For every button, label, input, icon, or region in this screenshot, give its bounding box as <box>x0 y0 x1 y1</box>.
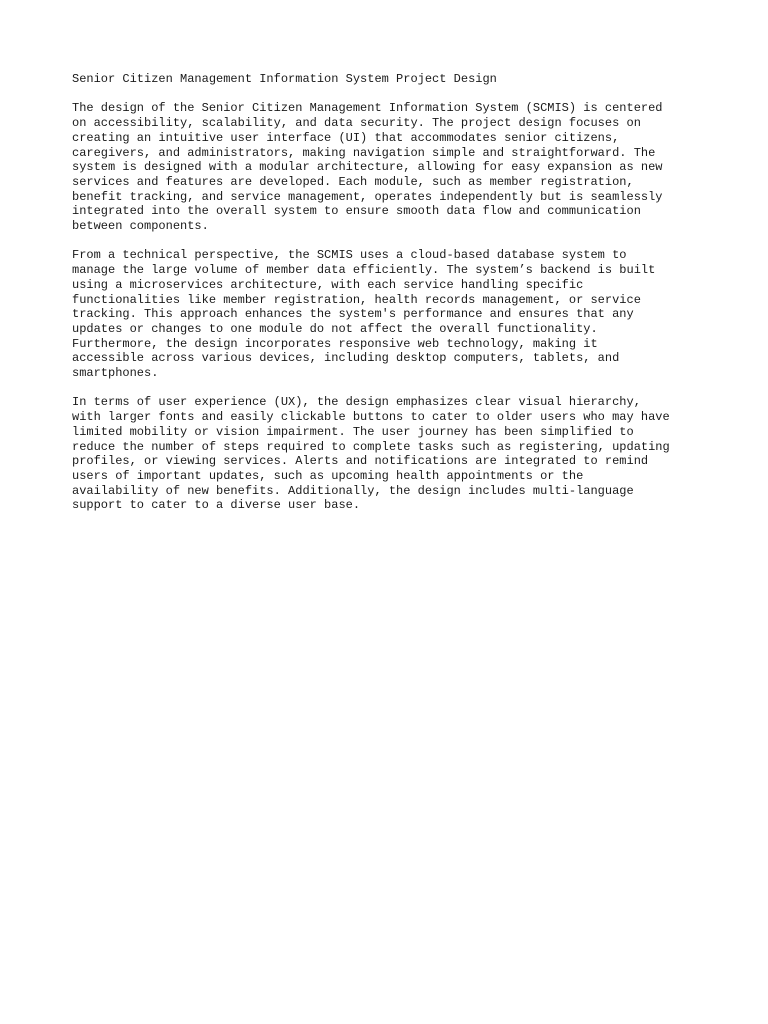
paragraph-line: using a microservices architecture, with each service handling specific <box>72 277 584 292</box>
paragraph-line: manage the large volume of member data efficiently. The system’s backend is built <box>72 263 656 278</box>
paragraph-line: creating an intuitive user interface (UI) that accommodates senior citizens, <box>72 130 620 145</box>
paragraph-line: services and features are developed. Each module, such as member registration, <box>72 174 634 189</box>
paragraph-line: profiles, or viewing services. Alerts and notifications are integrated to remind <box>72 454 649 469</box>
paragraph-line: The design of the Senior Citizen Management Information System (SCMIS) is centered <box>72 101 663 116</box>
paragraph-line: caregivers, and administrators, making navigation simple and straightforward. The <box>72 145 656 160</box>
paragraph-line: accessible across various devices, including desktop computers, tablets, and <box>72 351 620 366</box>
paragraph-line: system is designed with a modular architecture, allowing for easy expansion as new <box>72 160 663 175</box>
paragraph-line: smartphones. <box>72 366 159 381</box>
paragraph-line: integrated into the overall system to ensure smooth data flow and communication <box>72 204 641 219</box>
document-title: Senior Citizen Management Information System Project Design <box>72 72 497 86</box>
paragraph-line: tracking. This approach enhances the system's performance and ensures that any <box>72 307 634 322</box>
paragraph-line: In terms of user experience (UX), the design emphasizes clear visual hierarchy, <box>72 395 641 410</box>
paragraph-line: users of important updates, such as upcoming health appointments or the <box>72 468 584 483</box>
document-body <box>72 72 712 528</box>
paragraph-line: support to cater to a diverse user base. <box>72 498 361 513</box>
paragraph-line: availability of new benefits. Additionally, the design includes multi-language <box>72 483 634 498</box>
paragraph-user-experience <box>72 395 712 513</box>
paragraph-line: Furthermore, the design incorporates responsive web technology, making it <box>72 336 598 351</box>
paragraph-line: limited mobility or vision impairment. The user journey has been simplified to <box>72 424 634 439</box>
paragraph-line: benefit tracking, and service management, operates independently but is seamlessly <box>72 189 663 204</box>
paragraph-line: with larger fonts and easily clickable buttons to cater to older users who may have <box>72 410 670 425</box>
paragraph-line: updates or changes to one module do not affect the overall functionality. <box>72 321 598 336</box>
paragraph-line: reduce the number of steps required to complete tasks such as registering, updating <box>72 439 670 454</box>
paragraph-line: functionalities like member registration, health records management, or service <box>72 292 641 307</box>
paragraph-technical-perspective <box>72 248 712 380</box>
paragraph-line: between components. <box>72 219 209 234</box>
paragraph-line: on accessibility, scalability, and data security. The project design focuses on <box>72 116 641 131</box>
paragraph-line: From a technical perspective, the SCMIS uses a cloud-based database system to <box>72 248 627 263</box>
paragraph-design-overview <box>72 101 712 233</box>
